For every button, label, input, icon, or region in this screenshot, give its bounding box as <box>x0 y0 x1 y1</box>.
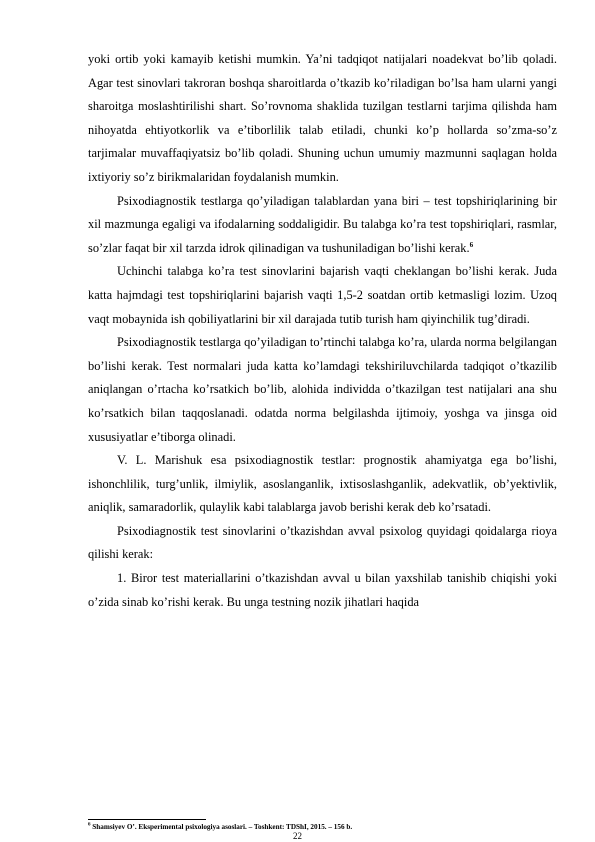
page-number: 22 <box>293 831 302 841</box>
main-text <box>88 48 557 614</box>
footnote-text: Shamsiyev O’. Eksperimental psixologiya asoslari. – Toshkent: TDShI, 2015. – 156 b. <box>92 823 353 831</box>
paragraph-third-requirement: Uchinchi talabga ko’ra test sinovlarini bajarish vaqti cheklangan bo’lishi kerak. Juda katta hajmdagi test topshiriqlarini bajarish vaqti 1,5-2 soatdan ortib ketmasligi lozim. Uzoq vaqt mobaynida ish qobiliyatlarini bir xil darajada tutib turish ham qiyinchilik tug’diradi. <box>88 264 557 326</box>
paragraph-continuation: yoki ortib yoki kamayib ketishi mumkin. Ya’ni tadqiqot natijalari noadekvat bo’lib qoladi. Agar test sinovlari takroran boshqa sharoitlarda o’tkazib ko’riladigan bo’lsa ham ularni yangi sharoitga moslashtirilishi shart. So’rovnoma shaklida tuzilgan testlarni tarjima qilishda ham nihoyatda ehtiyotkorlik va e’tiborlilik talab etiladi, chunki ko’p hollarda so’zma-so’z tarjimalar muvaffaqiyatsiz bo’lib qoladi. Shuning uchun umumiy mazmunni saqlagan holda ixtiyoriy so’z birikmalaridan foydalanish mumkin. <box>88 52 557 184</box>
footnote-marker: 6 <box>88 822 91 828</box>
paragraph-rules-intro: Psixodiagnostik test sinovlarini o’tkazishdan avval psixolog quyidagi qoidalarga rioya qilishi kerak: <box>88 523 557 562</box>
paragraph-marishuk: V. L. Marishuk esa psixodiagnostik testlar: prognostik ahamiyatga ega bo’lishi, ishonchlilik, turg’unlik, ilmiylik, asoslanganlik, ixtisoslashganlik, adekvatlik, ob’yektivlik, aniqlik, samaradorlik, qulaylik kabi talablarga javob berishi kerak deb ko’rsatadi. <box>88 453 557 515</box>
paragraph-fourth-requirement: Psixodiagnostik testlarga qo’yiladigan to’rtinchi talabga ko’ra, ularda norma belgilangan bo’lishi kerak. Test normalari juda katta ko’lamdagi tekshiriluvchilarda tadqiqot o’tkazilib aniqlangan o’rtacha ko’rsatkich bo’lib, alohida individda o’tkazilgan test natijalari ana shu ko’rsatkich bilan taqqoslanadi. odatda norma belgilashda ijtimoiy, yoshga va jinsga oid xususiyatlar e’tiborga olinadi. <box>88 335 557 444</box>
paragraph-second-requirement <box>88 190 557 261</box>
footnote-reference: 6 <box>469 240 474 249</box>
footnote-divider <box>88 819 206 820</box>
paragraph-text: Psixodiagnostik testlarga qo’yiladigan talablardan yana biri – test topshiriqlarining bir xil mazmunga egaligi va ifodalarning soddaligidir. Bu talabga ko’ra test topshiriqlari, rasmlar, so’zlar faqat bir xil tarzda idrok qilinadigan va tushuniladigan bo’lishi kerak. <box>88 193 557 255</box>
paragraph-rule-1: 1. Biror test materiallarini o’tkazishdan avval u bilan yaxshilab tanishib chiqishi yoki o’zida sinab ko’rishi kerak. Bu unga testning nozik jihatlari haqida <box>88 571 557 609</box>
